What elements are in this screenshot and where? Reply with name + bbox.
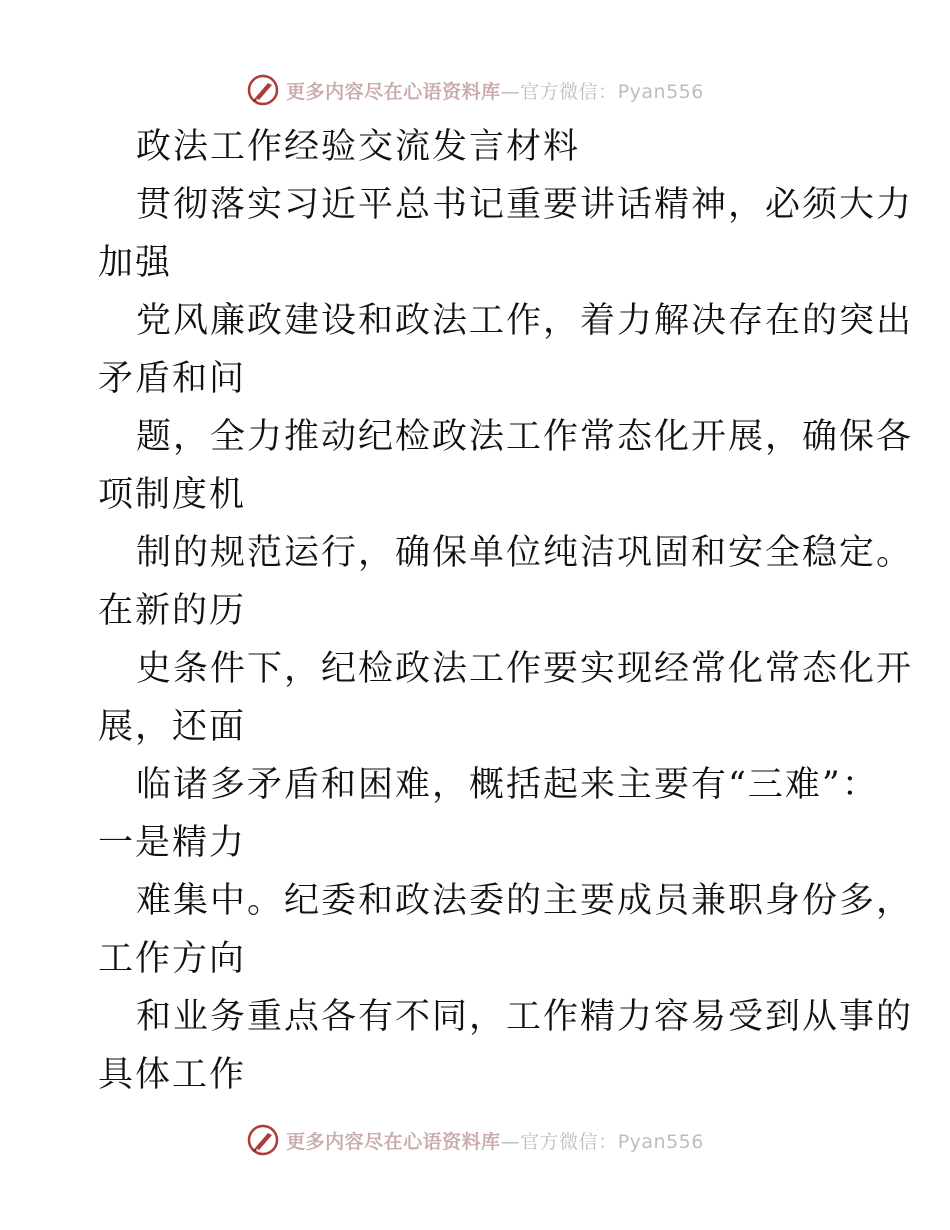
- text-line: 具体工作: [98, 1055, 247, 1095]
- text-line: 在新的历: [98, 591, 247, 631]
- watermark-wechat-label: 官方微信：: [520, 80, 618, 103]
- footer-watermark-banner: [0, 1120, 950, 1160]
- document-body: [98, 118, 914, 1104]
- document-title: 政法工作经验交流发言材料: [136, 127, 581, 167]
- watermark-separator: —: [500, 80, 521, 103]
- text-line: 加强: [98, 243, 173, 283]
- text-line: 矛盾和问: [98, 359, 247, 399]
- text-line: 贯彻落实习近平总书记重要讲话精神，必须大力: [136, 185, 914, 225]
- watermark-text: [286, 1127, 704, 1154]
- text-line: 一是精力: [98, 823, 247, 863]
- watermark-wechat-id: Pyan556: [617, 80, 704, 103]
- quill-pen-logo-icon: [246, 1123, 280, 1157]
- quill-pen-logo-icon: [246, 73, 280, 107]
- watermark-wechat-id: Pyan556: [617, 1130, 704, 1153]
- text-line: 展，还面: [98, 707, 247, 747]
- text-line: 党风廉政建设和政法工作，着力解决存在的突出: [136, 301, 914, 341]
- text-line: 临诸多矛盾和困难，概括起来主要有“三难”：: [136, 765, 879, 805]
- text-line: 难集中。纪委和政法委的主要成员兼职身份多，: [136, 881, 914, 921]
- text-line: 史条件下，纪检政法工作要实现经常化常态化开: [136, 649, 914, 689]
- text-line: 工作方向: [98, 939, 247, 979]
- text-line: 制的规范运行，确保单位纯洁巩固和安全稳定。: [136, 533, 914, 573]
- watermark-text: [286, 77, 704, 104]
- watermark-wechat-label: 官方微信：: [520, 1130, 618, 1153]
- header-watermark-banner: [0, 70, 950, 110]
- watermark-brand: 更多内容尽在心语资料库: [286, 1130, 501, 1153]
- watermark-separator: —: [500, 1130, 521, 1153]
- text-line: 项制度机: [98, 475, 247, 515]
- text-line: 题，全力推动纪检政法工作常态化开展，确保各: [136, 417, 914, 457]
- text-line: 和业务重点各有不同，工作精力容易受到从事的: [136, 997, 914, 1037]
- watermark-brand: 更多内容尽在心语资料库: [286, 80, 501, 103]
